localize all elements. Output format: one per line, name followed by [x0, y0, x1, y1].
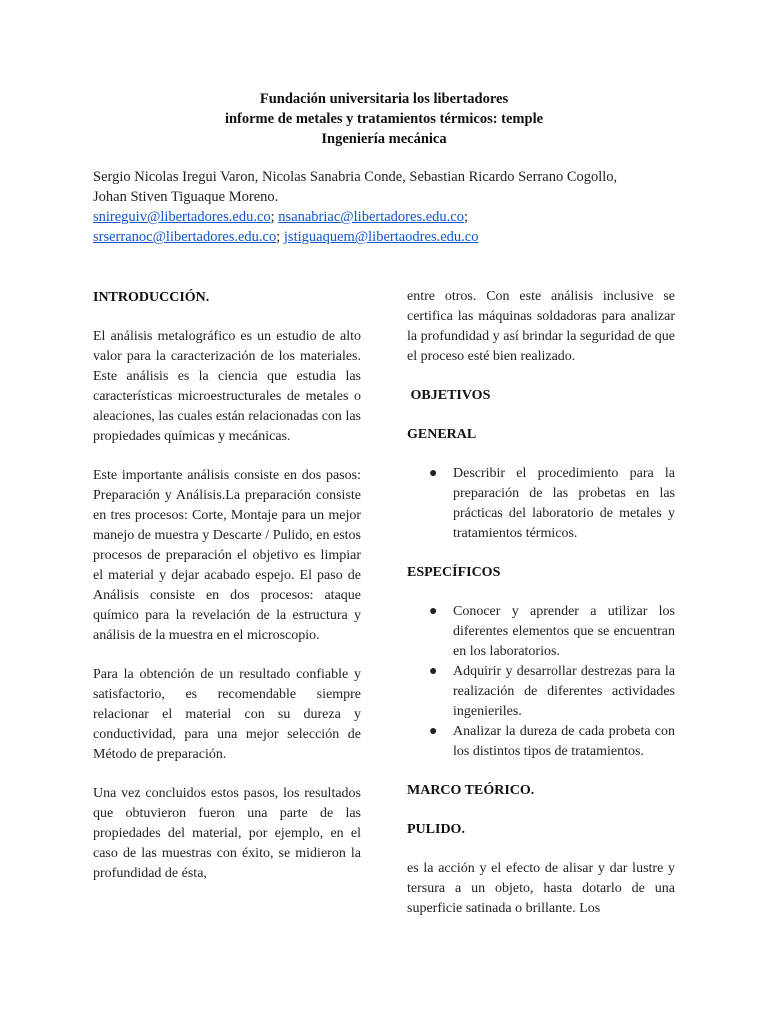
bullet-icon: ● — [429, 604, 438, 619]
list-item-text: Adquirir y desarrollar destrezas para la realización de diferentes actividades ingenieriles. — [453, 664, 675, 719]
polishing-heading: PULIDO. — [407, 822, 465, 837]
emails-line-2 — [93, 227, 693, 247]
emails-line-1 — [93, 207, 693, 227]
institution-title: Fundación universitaria los libertadores — [259, 91, 509, 107]
bullet-icon: ● — [429, 664, 438, 679]
email-link-1[interactable]: snireguiv@libertadores.edu.co — [93, 209, 271, 225]
list-item — [407, 602, 675, 662]
email-link-2[interactable]: nsanabriac@libertadores.edu.co — [278, 209, 464, 225]
email-link-4[interactable]: jstiguaquem@libertaodres.edu.co — [283, 229, 479, 245]
theory-heading: MARCO TEÓRICO. — [407, 783, 535, 798]
authors-line-2: Johan Stiven Tiguaque Moreno. — [93, 189, 279, 205]
general-heading: GENERAL — [407, 427, 477, 442]
email-separator: ; — [270, 209, 275, 225]
list-item — [407, 662, 675, 722]
specific-heading: ESPECÍFICOS — [407, 565, 501, 580]
list-item — [407, 722, 675, 762]
specific-list — [407, 602, 675, 762]
intro-heading: INTRODUCCIÓN. — [93, 290, 210, 305]
bullet-icon: ● — [429, 466, 438, 481]
list-item-text: Conocer y aprender a utilizar los diferentes elementos que se encuentran en los laboratorios. — [453, 604, 675, 659]
intro-paragraph-4: Una vez concluidos estos pasos, los resultados que obtuvieron fueron una parte de las propiedades del material, por ejemplo, en el caso de las muestras con éxito, se midieron la profundidad de ésta, — [93, 786, 361, 881]
report-title: informe de metales y tratamientos térmicos: temple — [224, 111, 544, 127]
document-title-block — [0, 89, 768, 149]
email-separator: ; — [463, 209, 468, 225]
list-item — [407, 464, 675, 544]
polishing-paragraph: es la acción y el efecto de alisar y dar lustre y tersura a un objeto, hasta dotarlo de una superficie satinada o brillante. Los — [407, 861, 675, 916]
intro-paragraph-2: Este importante análisis consiste en dos pasos: Preparación y Análisis.La preparación consiste en tres procesos: Corte, Montaje para un mejor manejo de muestra y Descarte / Pulido, en estos procesos de preparación el objetivo es limpiar el material y dejar acabado espejo. El paso de Análisis consiste en dos procesos: ataque químico para la revelación de la estructura y análisis de la muestra en el microscopio. — [93, 468, 361, 643]
left-column — [93, 288, 361, 903]
continuation-paragraph: entre otros. Con este análisis inclusive se certifica las máquinas soldadoras para analizar la profundidad y así brindar la seguridad de que el proceso esté bien realizado. — [407, 289, 675, 364]
general-list — [407, 464, 675, 544]
email-link-3[interactable]: srserranoc@libertadores.edu.co — [93, 229, 277, 245]
intro-paragraph-1: El análisis metalográfico es un estudio de alto valor para la caracterización de los materiales. Este análisis es la ciencia que estudia las características microestructurales de metales o aleaciones, las cuales están relacionadas con las propiedades químicas y mecánicas. — [93, 329, 361, 444]
objectives-heading: OBJETIVOS — [407, 388, 491, 403]
right-column — [407, 287, 675, 938]
list-item-text: Analizar la dureza de cada probeta con los distintos tipos de tratamientos. — [453, 724, 675, 759]
authors-block — [93, 167, 693, 247]
list-item-text: Describir el procedimiento para la preparación de las probetas en las prácticas del laboratorio de metales y tratamientos térmicos. — [453, 466, 675, 541]
authors-line-1: Sergio Nicolas Iregui Varon, Nicolas Sanabria Conde, Sebastian Ricardo Serrano Cogollo, — [93, 169, 618, 185]
bullet-icon: ● — [429, 724, 438, 739]
email-separator: ; — [276, 229, 281, 245]
intro-paragraph-3: Para la obtención de un resultado confiable y satisfactorio, es recomendable siempre relacionar el material con su dureza y conductividad, para una mejor selección de Método de preparación. — [93, 667, 361, 762]
program-title: Ingeniería mecánica — [321, 131, 447, 147]
